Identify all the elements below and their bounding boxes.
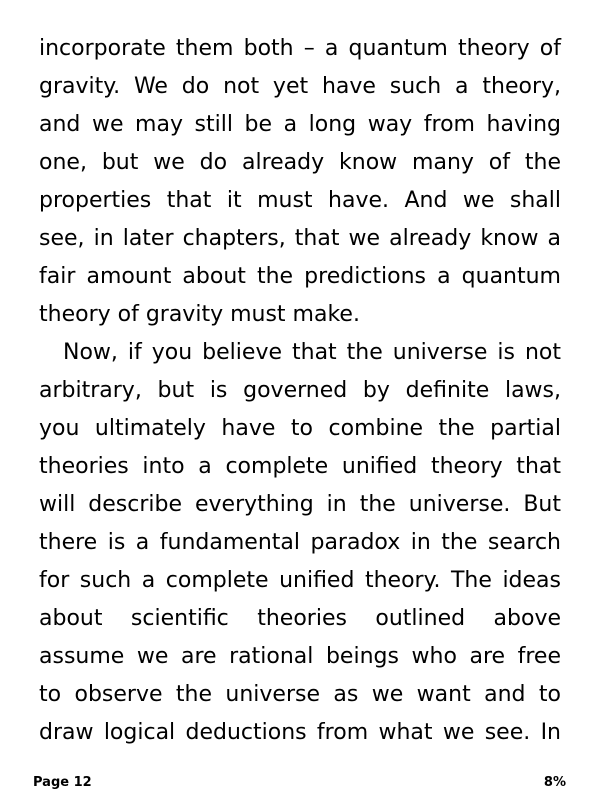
text-line: fair amount about the predictions a quantum [39, 264, 561, 289]
text-line: arbitrary, but is governed by definite laws, [39, 378, 561, 403]
text-line: see, in later chapters, that we already know a [39, 226, 561, 251]
text-line: you ultimately have to combine the partial [39, 416, 561, 441]
text-line: gravity. We do not yet have such a theory, [39, 74, 561, 99]
reading-progress: 8% [543, 775, 566, 790]
text-body [39, 30, 561, 752]
text-line: assume we are rational beings who are free [39, 644, 561, 669]
text-line: for such a complete unified theory. The ideas [39, 568, 561, 593]
text-line: Now, if you believe that the universe is not [63, 340, 561, 365]
text-line: will describe everything in the universe. But [39, 492, 561, 517]
text-line: properties that it must have. And we shall [39, 188, 561, 213]
text-line: incorporate them both – a quantum theory of [39, 36, 561, 61]
page-number: Page 12 [33, 775, 92, 790]
text-line: there is a fundamental paradox in the search [39, 530, 561, 555]
text-line: to observe the universe as we want and to [39, 682, 561, 707]
text-line: theory of gravity must make. [39, 302, 360, 327]
text-line: one, but we do already know many of the [39, 150, 561, 175]
text-line: and we may still be a long way from having [39, 112, 561, 137]
text-line: draw logical deductions from what we see. In [39, 720, 561, 745]
text-line: theories into a complete unified theory that [39, 454, 561, 479]
text-line: about scientific theories outlined above [39, 606, 561, 631]
